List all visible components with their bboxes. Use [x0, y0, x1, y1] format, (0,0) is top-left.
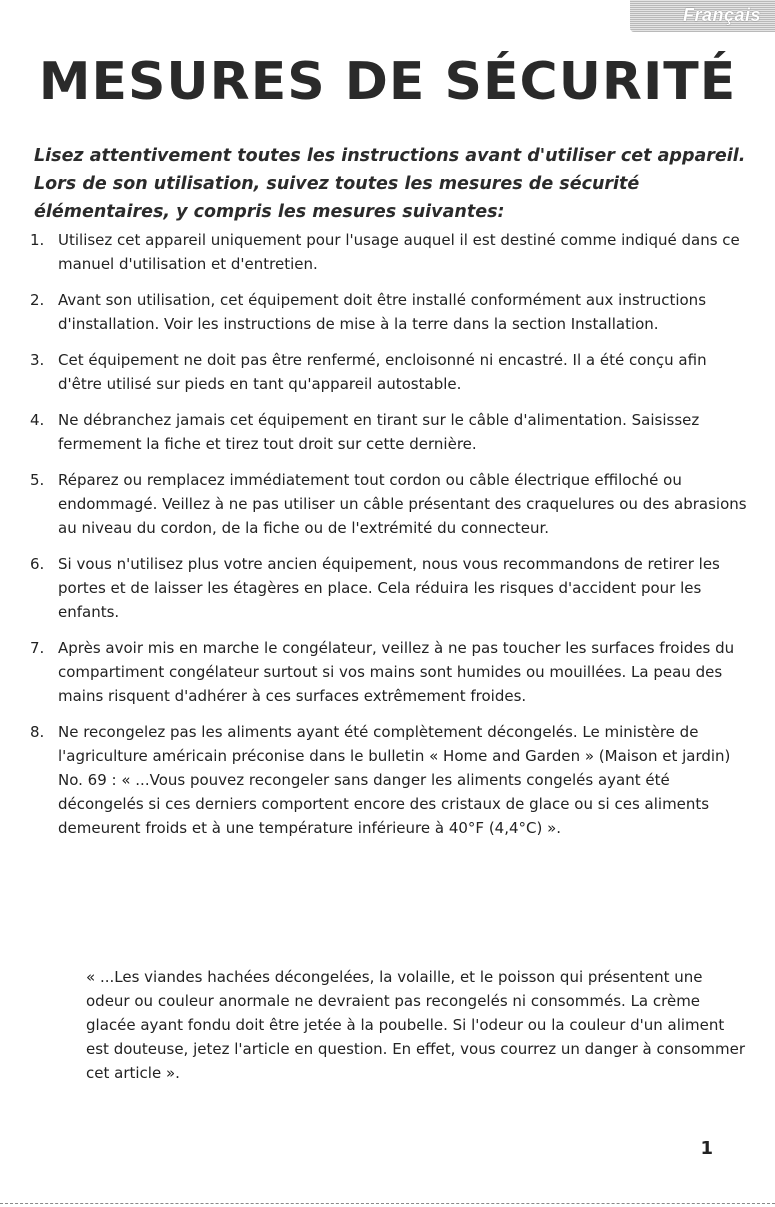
item-text: Réparez ou remplacez immédiatement tout cordon ou câble électrique effiloché ou endommagé. Veillez à ne pas utiliser un câble présentant des craquelures ou des abrasions au niveau du cordon, de la fiche ou de l'extrémité du connecteur. — [58, 471, 747, 537]
item-text: Ne débranchez jamais cet équipement en tirant sur le câble d'alimentation. Saisissez fermement la fiche et tirez tout droit sur cette dernière. — [58, 411, 700, 453]
list-item — [30, 552, 750, 624]
bottom-divider — [0, 1203, 775, 1204]
list-item — [30, 288, 750, 336]
item-text: Après avoir mis en marche le congélateur, veillez à ne pas toucher les surfaces froides du compartiment congélateur surtout si vos mains sont humides ou mouillées. La peau des mains risquent d'adhérer à ces surfaces extrêmement froides. — [58, 639, 735, 705]
list-item — [30, 408, 750, 456]
list-item — [30, 468, 750, 540]
item-number: 7. — [30, 639, 45, 657]
safety-list — [30, 228, 750, 852]
item-number: 3. — [30, 351, 45, 369]
language-tab — [630, 0, 775, 32]
item-number: 8. — [30, 723, 45, 741]
item-text: Utilisez cet appareil uniquement pour l'usage auquel il est destiné comme indiqué dans ce manuel d'utilisation et d'entretien. — [58, 231, 740, 273]
list-item — [30, 636, 750, 708]
item-number: 4. — [30, 411, 45, 429]
usda-quote: « ...Les viandes hachées décongelées, la volaille, et le poisson qui présentent une odeur ou couleur anormale ne devraient pas recongelés ni consommés. La crème glacée ayant fondu doit être jetée à la poubelle. Si l'odeur ou la couleur d'un aliment est douteuse, jetez l'article en question. En effet, vous courrez un danger à consommer cet article ». — [86, 968, 746, 1082]
item-number: 6. — [30, 555, 45, 573]
list-item — [30, 228, 750, 276]
intro-paragraph: Lisez attentivement toutes les instructions avant d'utiliser cet appareil. Lors de son utilisation, suivez toutes les mesures de sécurité élémentaires, y compris les mesures suivantes: — [34, 146, 746, 222]
item-number: 5. — [30, 471, 45, 489]
page-title: MESURES DE SÉCURITÉ — [38, 52, 737, 112]
language-tab-label: Français — [682, 5, 761, 25]
item-text: Si vous n'utilisez plus votre ancien équipement, nous vous recommandons de retirer les portes et de laisser les étagères en place. Cela réduira les risques d'accident pour les enfants. — [58, 555, 720, 621]
list-item — [30, 720, 750, 840]
item-number: 2. — [30, 291, 45, 309]
item-text: Avant son utilisation, cet équipement doit être installé conformément aux instructions d'installation. Voir les instructions de mise à la terre dans la section Installation. — [58, 291, 707, 333]
item-text: Ne recongelez pas les aliments ayant été complètement décongelés. Le ministère de l'agriculture américain préconise dans le bulletin « Home and Garden » (Maison et jardin) No. 69 : « ...Vous pouvez recongeler sans danger les aliments congelés ayant été décongelés si ces derniers comportent encore des cristaux de glace ou si ces aliments demeurent froids et à une température inférieure à 40°F (4,4°C) ». — [58, 723, 731, 837]
item-number: 1. — [30, 231, 45, 249]
item-text: Cet équipement ne doit pas être renfermé, encloisonné ni encastré. Il a été conçu afin d'être utilisé sur pieds en tant qu'appareil autostable. — [58, 351, 707, 393]
list-item — [30, 348, 750, 396]
page-number: 1 — [700, 1138, 713, 1159]
